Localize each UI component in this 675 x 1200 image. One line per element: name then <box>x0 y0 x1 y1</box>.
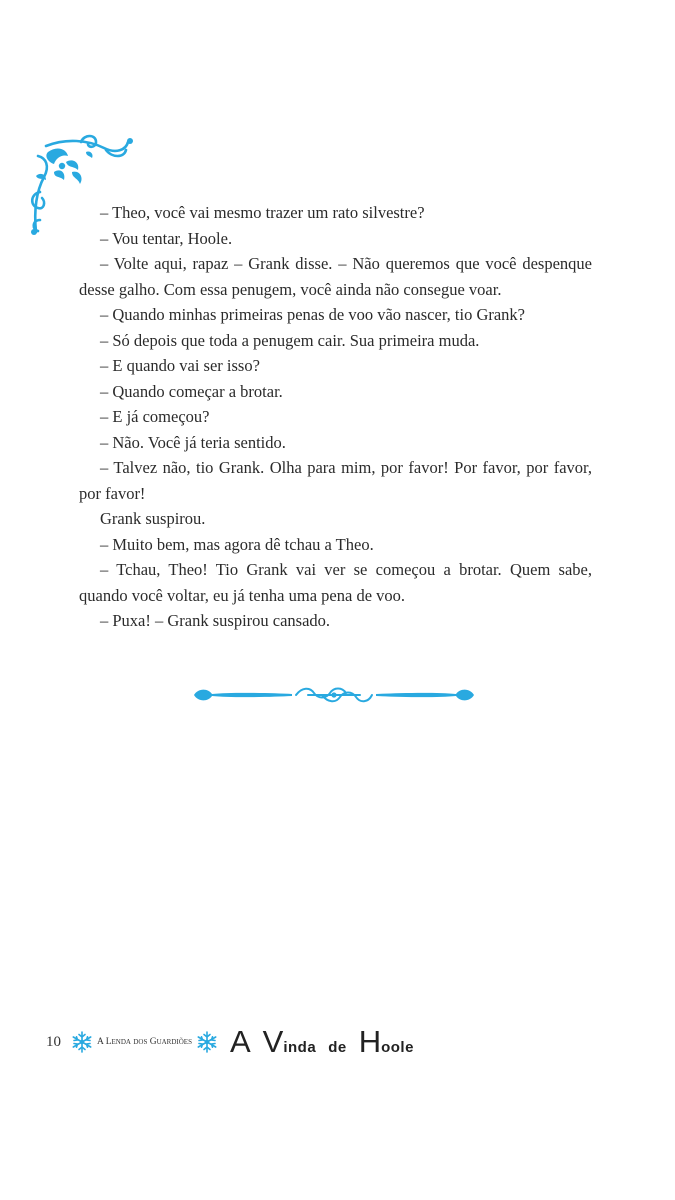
book-title-initial: V <box>262 1024 284 1059</box>
series-name: A Lenda dos Guardiões <box>97 1037 192 1047</box>
paragraph: – Vou tentar, Hoole. <box>100 228 233 248</box>
paragraph: – Talvez não, tio Grank. Olha para mim, por favor! Por favor, por favor, por favor! <box>79 458 592 503</box>
snowflake-icon <box>71 1031 93 1053</box>
book-title-word: oole <box>381 1039 414 1056</box>
snowflake-icon <box>196 1031 218 1053</box>
page-footer <box>46 1022 414 1062</box>
paragraph: – Volte aqui, rapaz – Grank disse. – Não queremos que você despenque desse galho. Com essa penugem, você ainda não consegue voar. <box>79 254 592 299</box>
book-title-initial: A <box>229 1024 251 1059</box>
paragraph: Grank suspirou. <box>100 509 206 528</box>
book-title-word: de <box>328 1039 347 1056</box>
body-text <box>79 200 592 634</box>
book-title-initial: H <box>358 1024 382 1059</box>
paragraph: – Puxa! – Grank suspirou cansado. <box>100 611 331 630</box>
book-title-word: inda <box>283 1039 317 1056</box>
paragraph: – Só depois que toda a penugem cair. Sua primeira muda. <box>100 330 480 350</box>
paragraph: – Muito bem, mas agora dê tchau a Theo. <box>100 534 374 554</box>
paragraph: – Não. Você já teria sentido. <box>100 432 286 452</box>
paragraph: – Quando minhas primeiras penas de voo vão nascer, tio Grank? <box>100 305 526 324</box>
paragraph: – Tchau, Theo! Tio Grank vai ver se começou a brotar. Quem sabe, quando você voltar, eu já tenha uma pena de voo. <box>79 560 592 605</box>
scroll-divider-icon <box>192 682 476 708</box>
paragraph: – E já começou? <box>100 407 210 426</box>
page-number: 10 <box>46 1033 61 1050</box>
paragraph: – Theo, você vai mesmo trazer um rato silvestre? <box>100 203 425 222</box>
paragraph: – E quando vai ser isso? <box>100 356 260 375</box>
paragraph: – Quando começar a brotar. <box>100 381 283 401</box>
book-title <box>230 1024 414 1060</box>
